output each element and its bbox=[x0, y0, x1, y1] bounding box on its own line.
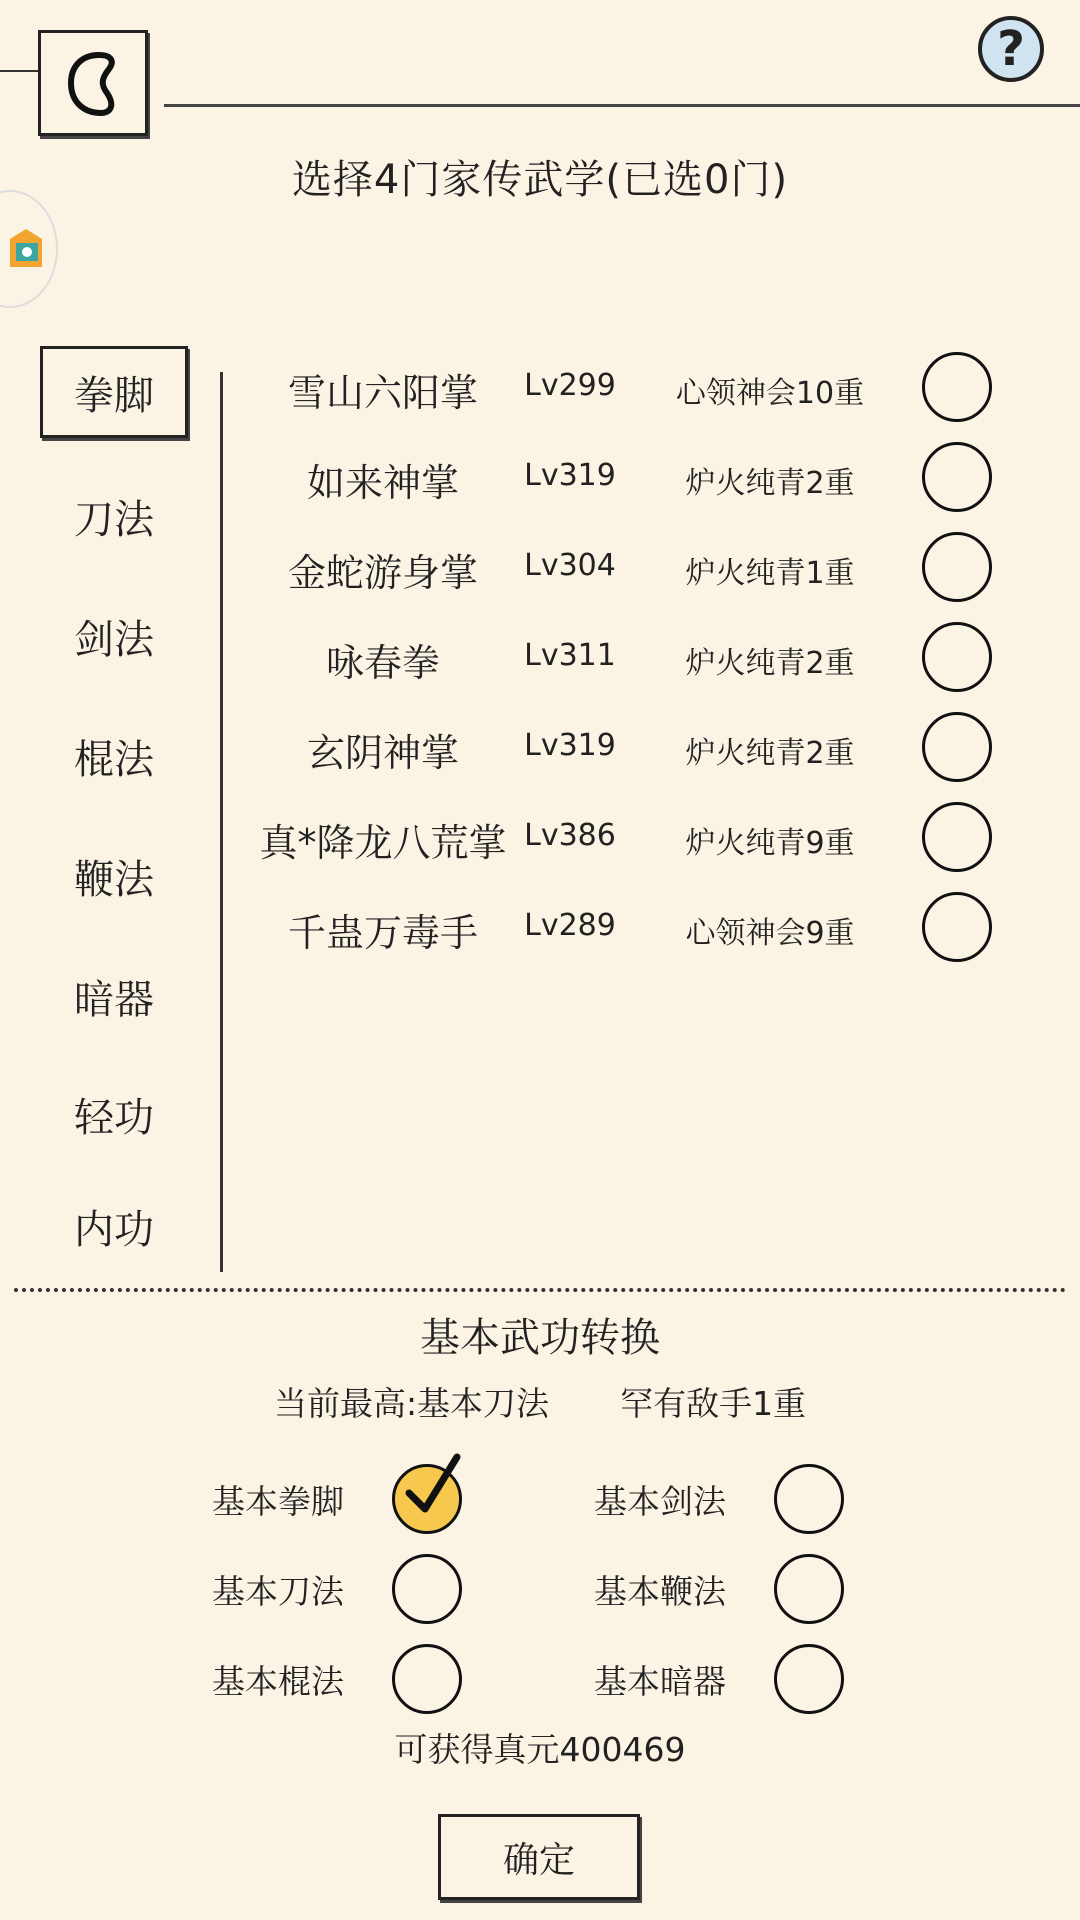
skill-level: Lv386 bbox=[524, 818, 616, 853]
skill-select-circle[interactable] bbox=[922, 712, 992, 782]
checkmark-icon bbox=[401, 1449, 465, 1519]
category-label: 鞭法 bbox=[74, 856, 154, 903]
category-label: 内功 bbox=[74, 1206, 154, 1253]
category-tab-gunfa[interactable] bbox=[40, 710, 188, 802]
top-border-left bbox=[0, 70, 38, 72]
skill-rank: 炉火纯青2重 bbox=[685, 466, 855, 501]
skill-level: Lv304 bbox=[524, 548, 616, 583]
conversion-option-checkbox[interactable] bbox=[774, 1554, 844, 1624]
conversion-option-checkbox[interactable] bbox=[392, 1464, 462, 1534]
skill-name: 玄阴神掌 bbox=[306, 731, 459, 775]
skill-rank: 炉火纯青9重 bbox=[685, 826, 855, 861]
skill-select-circle[interactable] bbox=[922, 892, 992, 962]
conversion-option-checkbox[interactable] bbox=[392, 1554, 462, 1624]
skill-rank: 炉火纯青2重 bbox=[685, 646, 855, 681]
confirm-label: 确定 bbox=[502, 1839, 575, 1881]
skill-name: 千蛊万毒手 bbox=[287, 911, 478, 955]
category-tab-daofa[interactable] bbox=[40, 470, 188, 562]
skill-name: 雪山六阳掌 bbox=[287, 371, 478, 415]
category-tab-anqi[interactable] bbox=[40, 950, 188, 1042]
conversion-option-label: 基本鞭法 bbox=[594, 1572, 726, 1611]
category-label: 暗器 bbox=[74, 976, 154, 1023]
help-question-icon: ? bbox=[997, 21, 1025, 77]
category-label: 棍法 bbox=[74, 736, 154, 783]
category-tab-quanjiao[interactable] bbox=[40, 346, 188, 438]
current-max-line bbox=[0, 1378, 1080, 1425]
back-heart-icon bbox=[41, 33, 145, 133]
skill-select-circle[interactable] bbox=[922, 802, 992, 872]
skill-select-circle[interactable] bbox=[922, 442, 992, 512]
category-label: 拳脚 bbox=[74, 372, 154, 419]
category-tab-qinggong[interactable] bbox=[40, 1068, 188, 1160]
conversion-title: 基本武功转换 bbox=[420, 1315, 660, 1361]
category-label: 刀法 bbox=[74, 496, 154, 543]
conversion-option-checkbox[interactable] bbox=[774, 1464, 844, 1534]
back-button[interactable] bbox=[38, 30, 148, 136]
section-divider bbox=[14, 1288, 1066, 1292]
category-tab-jianfa[interactable] bbox=[40, 590, 188, 682]
conversion-option-checkbox[interactable] bbox=[774, 1644, 844, 1714]
skill-level: Lv299 bbox=[524, 368, 616, 403]
skill-name: 如来神掌 bbox=[306, 461, 459, 505]
skill-select-circle[interactable] bbox=[922, 352, 992, 422]
top-border-right bbox=[164, 104, 1080, 107]
confirm-button[interactable] bbox=[438, 1814, 640, 1900]
skill-name: 真*降龙八荒掌 bbox=[259, 821, 507, 865]
category-tab-bianfa[interactable] bbox=[40, 830, 188, 922]
skill-rank: 炉火纯青2重 bbox=[685, 736, 855, 771]
help-button[interactable] bbox=[978, 16, 1044, 82]
conversion-option-label: 基本剑法 bbox=[594, 1482, 726, 1521]
skill-level: Lv319 bbox=[524, 728, 616, 763]
skill-name: 金蛇游身掌 bbox=[287, 551, 478, 595]
skill-rank: 心领神会10重 bbox=[675, 376, 865, 411]
conversion-option-label: 基本棍法 bbox=[212, 1662, 344, 1701]
category-label: 剑法 bbox=[74, 616, 154, 663]
conversion-option-checkbox[interactable] bbox=[392, 1644, 462, 1714]
current-max-rank: 罕有敌手1重 bbox=[620, 1384, 807, 1423]
app-badge-icon bbox=[6, 227, 46, 271]
conversion-option-label: 基本拳脚 bbox=[212, 1482, 344, 1521]
skill-level: Lv311 bbox=[524, 638, 616, 673]
category-tab-neigong[interactable] bbox=[40, 1180, 188, 1272]
floating-side-badge[interactable] bbox=[0, 190, 58, 308]
page-title: 选择4门家传武学(已选0门) bbox=[291, 157, 789, 203]
skill-level: Lv289 bbox=[524, 908, 616, 943]
skill-name: 咏春拳 bbox=[325, 641, 440, 685]
conversion-option-label: 基本暗器 bbox=[594, 1662, 726, 1701]
gain-text: 可获得真元400469 bbox=[394, 1730, 686, 1769]
skill-rank: 心领神会9重 bbox=[685, 916, 855, 951]
skill-select-circle[interactable] bbox=[922, 622, 992, 692]
category-label: 轻功 bbox=[74, 1094, 154, 1141]
conversion-option-label: 基本刀法 bbox=[212, 1572, 344, 1611]
skill-rank: 炉火纯青1重 bbox=[685, 556, 855, 591]
current-max-skill: 当前最高:基本刀法 bbox=[273, 1384, 550, 1423]
skill-select-circle[interactable] bbox=[922, 532, 992, 602]
skill-level: Lv319 bbox=[524, 458, 616, 493]
category-divider bbox=[220, 372, 223, 1272]
